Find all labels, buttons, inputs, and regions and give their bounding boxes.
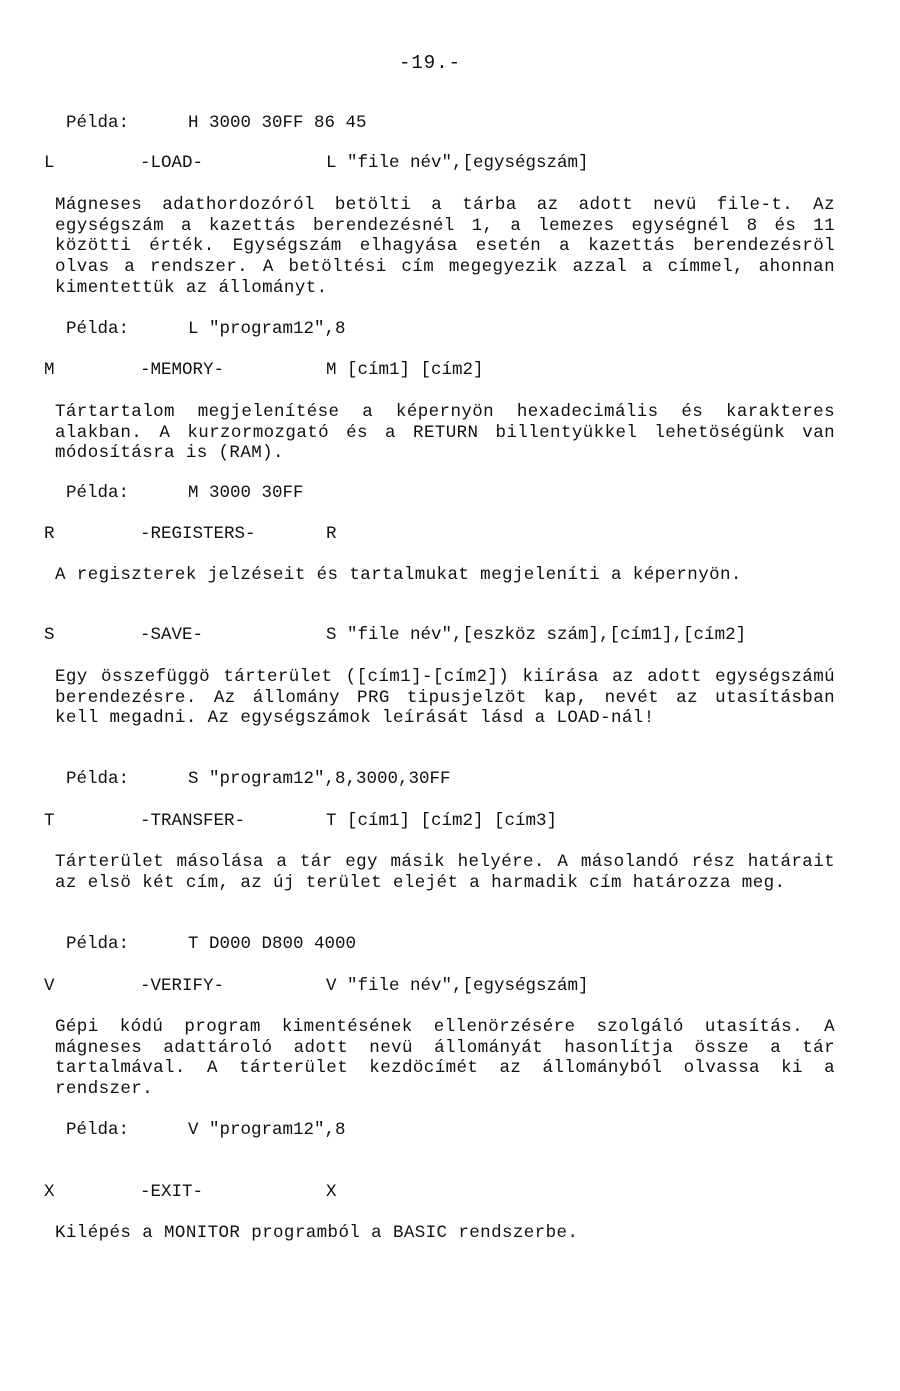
- load-syntax: L "file név",[egységszám]: [326, 153, 589, 173]
- transfer-letter: T: [44, 811, 55, 831]
- example-label: Példa:: [66, 934, 130, 954]
- verify-description: Gépi kódú program kimentésének ellenörzésére szolgáló utasítás. A mágneses adattároló adott nevü állományát hasonlítja össze a tár tartalmával. A tárterület kezdöcímét az állományból olvassa ki a rendszer.: [55, 1017, 835, 1100]
- load-name: -LOAD-: [140, 153, 204, 173]
- verify-syntax: V "file név",[egységszám]: [326, 976, 589, 996]
- save-letter: S: [44, 625, 55, 645]
- memory-letter: M: [44, 360, 55, 380]
- save-syntax: S "file név",[eszköz szám],[cím1],[cím2]: [326, 625, 747, 645]
- verify-name: -VERIFY-: [140, 976, 225, 996]
- example-label: Példa:: [66, 1120, 130, 1140]
- load-letter: L: [44, 153, 55, 173]
- save-name: -SAVE-: [140, 625, 204, 645]
- example-label: Példa:: [66, 483, 130, 503]
- load-description: Mágneses adathordozóról betölti a tárba az adott nevü file-t. Az egységszám a kazettás berendezésnél 1, a lemezes egységnél 8 és 11 közötti érték. Egységszám elhagyása esetén a kazettás berendezésröl olvas a rendszer. A betöltési cím megegyezik azzal a címmel, ahonnan kimentettük az állományt.: [55, 195, 835, 298]
- example-l: L "program12",8: [188, 319, 346, 339]
- registers-name: -REGISTERS-: [140, 524, 256, 544]
- transfer-name: -TRANSFER-: [140, 811, 246, 831]
- example-label: Példa:: [66, 769, 130, 789]
- example-t: T D000 D800 4000: [188, 934, 357, 954]
- example-label: Példa:: [66, 319, 130, 339]
- example-v: V "program12",8: [188, 1120, 346, 1140]
- save-description: Egy összefüggö tárterület ([cím1]-[cím2]) kiírása az adott egységszámú berendezésre. Az állomány PRG tipusjelzöt kap, nevét az utasításban kell megadni. Az egységszámok leírását lásd a LOAD-nál!: [55, 667, 835, 729]
- memory-syntax: M [cím1] [cím2]: [326, 360, 484, 380]
- verify-letter: V: [44, 976, 55, 996]
- memory-name: -MEMORY-: [140, 360, 225, 380]
- registers-syntax: R: [326, 524, 337, 544]
- memory-description: Tártartalom megjelenítése a képernyön hexadecimális és karakteres alakban. A kurzormozgató és a RETURN billentyükkel lehetöségünk van módosításra is (RAM).: [55, 402, 835, 464]
- exit-name: -EXIT-: [140, 1182, 204, 1202]
- example-m: M 3000 30FF: [188, 483, 304, 503]
- example-s: S "program12",8,3000,30FF: [188, 769, 451, 789]
- example-h: H 3000 30FF 86 45: [188, 113, 367, 133]
- registers-description: A regiszterek jelzéseit és tartalmukat megjeleníti a képernyön.: [55, 565, 742, 585]
- page-number: -19.-: [398, 52, 461, 74]
- transfer-description: Tárterület másolása a tár egy másik helyére. A másolandó rész határait az elsö két cím, az új terület elejét a harmadik cím határozza meg.: [55, 852, 835, 893]
- example-label: Példa:: [66, 113, 130, 133]
- exit-description: Kilépés a MONITOR programból a BASIC rendszerbe.: [55, 1223, 579, 1243]
- registers-letter: R: [44, 524, 55, 544]
- exit-letter: X: [44, 1182, 55, 1202]
- transfer-syntax: T [cím1] [cím2] [cím3]: [326, 811, 558, 831]
- exit-syntax: X: [326, 1182, 337, 1202]
